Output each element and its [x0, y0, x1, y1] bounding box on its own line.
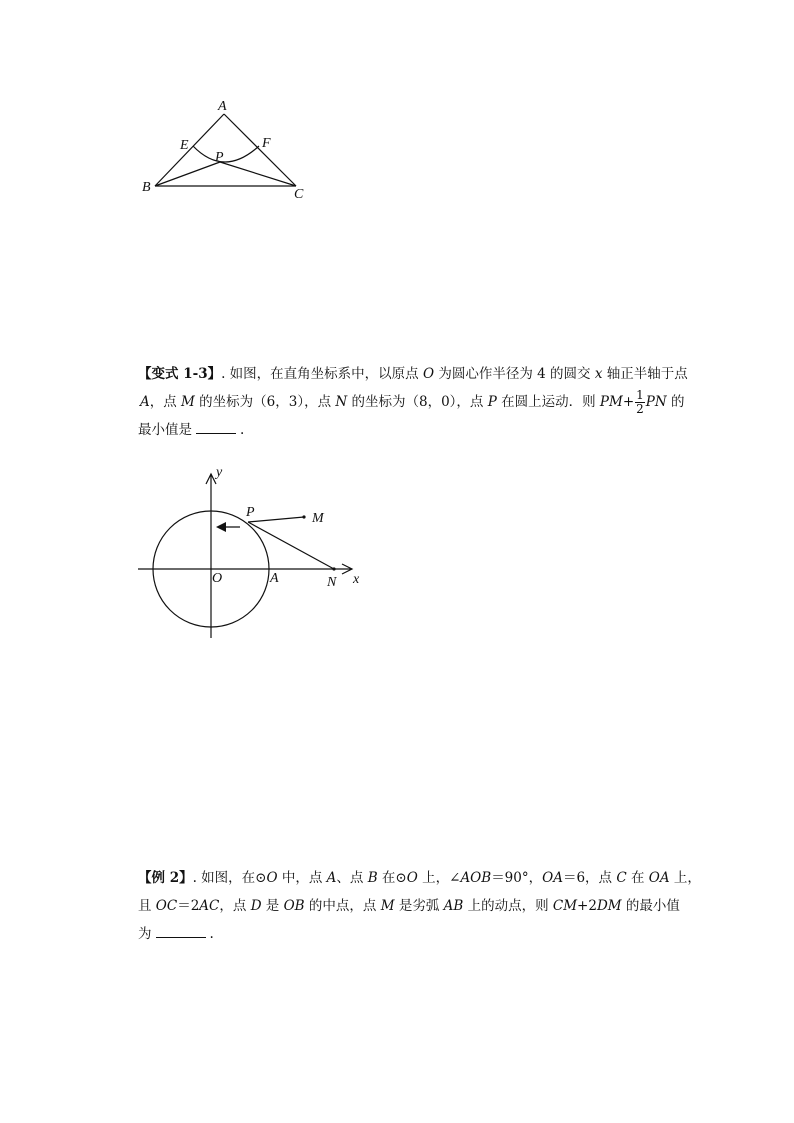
text-segment: 的中点，点 [304, 898, 381, 914]
text-segment: 是劣弧 [394, 898, 444, 914]
var-D: D [250, 898, 262, 914]
text-segment: +2 [577, 898, 597, 914]
var-x: x [594, 366, 603, 382]
motion-arrow-icon [216, 522, 226, 532]
label-N: N [327, 575, 337, 590]
example-2-line-1 [138, 864, 701, 892]
label-x: x [353, 572, 360, 587]
fraction-denominator: 2 [636, 402, 644, 416]
text-segment: 上，∠ [417, 870, 461, 886]
point-M-dot [302, 515, 305, 518]
var-O: O [266, 870, 278, 886]
text-segment: 上的动点，则 [463, 898, 553, 914]
text-segment: 轴正半轴于点 [602, 366, 688, 382]
var-C: C [616, 870, 627, 886]
text-segment: 在⊙ [377, 870, 407, 886]
segment-BP [155, 162, 220, 186]
var-OC: OC [155, 898, 178, 914]
text-segment: 为圆心作半径为 4 的圆交 [434, 366, 595, 382]
text-segment: 、点 [336, 870, 368, 886]
text-segment: 的坐标为（6，3），点 [194, 394, 336, 410]
fraction-numerator: 1 [636, 388, 644, 402]
label-B: B [142, 180, 151, 195]
text-segment: 的坐标为（8，0），点 [347, 394, 488, 410]
text-segment: 的最小值 [621, 898, 680, 914]
problem-1-3-text [138, 360, 698, 444]
text-segment: ，点 [149, 394, 182, 410]
var-M: M [181, 394, 195, 410]
label-P: P [246, 505, 255, 520]
example-2-line-3 [138, 920, 698, 948]
point-N-dot [332, 567, 335, 570]
problem-1-3-line-1 [138, 360, 698, 388]
problem-1-3-line-3 [138, 416, 698, 444]
var-A: A [326, 870, 337, 886]
fraction-one-half [635, 389, 645, 416]
var-P: P [487, 394, 497, 410]
problem-1-3-line-2 [138, 388, 698, 416]
text-segment: 为 [138, 926, 152, 942]
text-segment: 在圆上运动．则 [496, 394, 600, 410]
answer-blank[interactable] [196, 419, 236, 434]
example-2-text [138, 864, 701, 948]
label-y: y [216, 465, 223, 480]
text-segment: 的 [666, 394, 685, 410]
var-N: N [335, 394, 348, 410]
var-O: O [422, 366, 435, 382]
coordinate-circle-figure [130, 462, 370, 642]
text-segment: . [240, 422, 245, 438]
text-segment: . [209, 926, 214, 942]
var-AC: AC [199, 898, 220, 914]
triangle-arc-figure [130, 92, 350, 212]
text-segment: 是 [261, 898, 284, 914]
segment-PM [248, 517, 304, 522]
text-segment: 中，点 [277, 870, 327, 886]
label-E: E [180, 138, 189, 153]
var-AB: AB [443, 898, 464, 914]
problem-tag: 【变式 1-3】 [138, 366, 222, 382]
var-M: M [380, 898, 395, 914]
label-M: M [312, 511, 324, 526]
var-CM: CM [552, 898, 578, 914]
example-2-line-2 [138, 892, 698, 920]
var-A: A [140, 394, 150, 410]
text-segment: 最小值是 [138, 422, 192, 438]
text-segment: ，点 [219, 898, 251, 914]
segment-PN [248, 522, 334, 569]
text-segment: . 如图，在直角坐标系中，以原点 [221, 366, 423, 382]
segment-AB [155, 114, 224, 186]
var-PM: PM [599, 394, 623, 410]
answer-blank[interactable] [156, 923, 206, 938]
var-OA: OA [542, 870, 563, 886]
label-O: O [212, 571, 223, 586]
arc-EF [193, 146, 259, 162]
label-A: A [218, 99, 227, 114]
text-segment: 且 [138, 898, 156, 914]
var-OB: OB [283, 898, 305, 914]
var-O: O [406, 870, 418, 886]
var-DM: DM [596, 898, 622, 914]
text-segment: 上， [669, 870, 701, 886]
label-F: F [262, 136, 271, 151]
text-segment: ＝2 [177, 898, 200, 914]
example-tag: 【例 2】 [138, 870, 193, 886]
text-segment: . 如图，在⊙ [192, 870, 267, 886]
var-AOB: AOB [460, 870, 492, 886]
label-P: P [215, 150, 224, 165]
label-C: C [294, 187, 304, 202]
var-B: B [367, 870, 378, 886]
label-A: A [270, 571, 279, 586]
text-segment: ＝6，点 [562, 870, 617, 886]
plus-sign: + [622, 394, 635, 410]
text-segment: 在 [626, 870, 649, 886]
text-segment: ＝90°， [491, 870, 543, 886]
var-PN: PN [645, 394, 667, 410]
var-OA: OA [648, 870, 670, 886]
